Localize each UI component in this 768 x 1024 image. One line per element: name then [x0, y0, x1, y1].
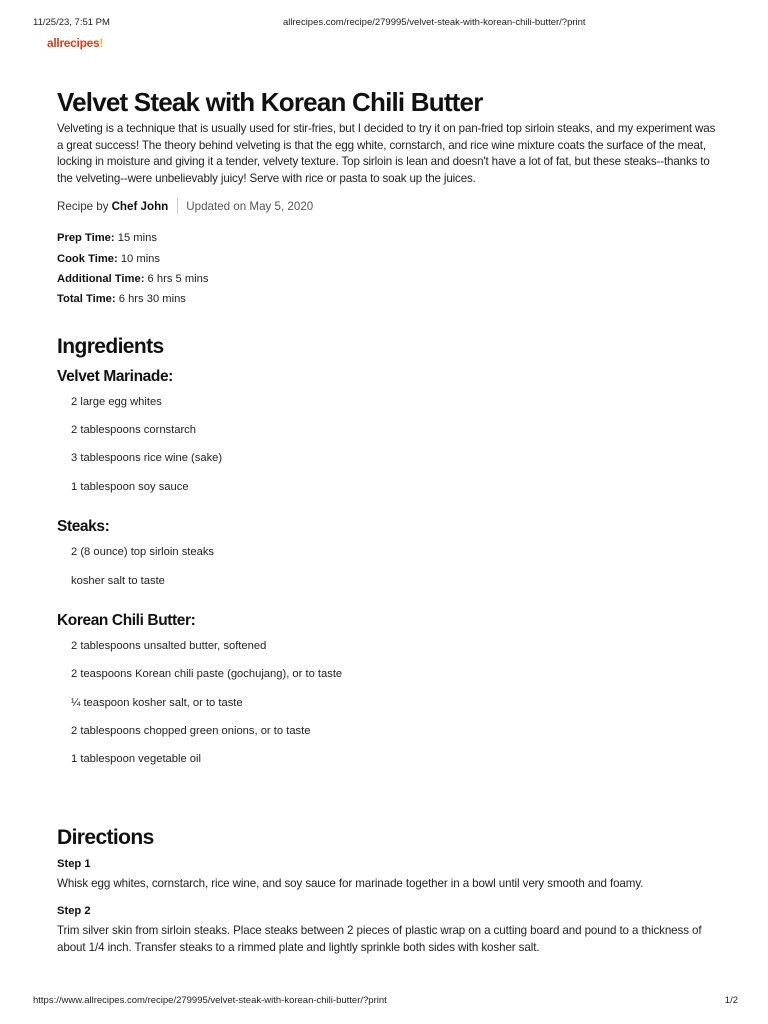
footer-url: https://www.allrecipes.com/recipe/279995/velvet-steak-with-korean-chili-butter/?print [33, 995, 387, 1006]
print-footer [33, 995, 738, 1007]
logo-text: allrecipes [47, 36, 100, 50]
time-row-prep [57, 228, 717, 248]
recipe-times [57, 228, 717, 309]
byline-divider [177, 198, 178, 214]
directions-heading: Directions [57, 825, 154, 849]
ingredient-group-title: Steaks: [57, 518, 110, 536]
print-header [33, 17, 738, 31]
time-row-cook [57, 249, 717, 269]
time-value: 10 mins [120, 252, 161, 265]
time-value: 6 hrs 5 mins [147, 272, 209, 285]
recipe-content [57, 86, 717, 956]
allrecipes-logo[interactable] [47, 36, 103, 50]
ingredient-item: 2 tablespoons chopped green onions, or to taste [71, 725, 311, 738]
recipe-title: Velvet Steak with Korean Chili Butter [57, 87, 483, 117]
time-label: Prep Time: [57, 232, 115, 245]
ingredient-item: 1 tablespoon vegetable oil [71, 753, 202, 766]
byline-prefix: Recipe by [57, 199, 109, 213]
ingredient-item: 1 tablespoon soy sauce [71, 480, 189, 493]
ingredient-item: 2 tablespoons cornstarch [71, 423, 197, 436]
time-value: 6 hrs 30 mins [118, 293, 186, 306]
ingredient-item: 2 tablespoons unsalted butter, softened [71, 639, 267, 652]
print-datetime: 11/25/23, 7:51 PM [33, 17, 110, 28]
time-value: 15 mins [117, 232, 157, 245]
ingredient-item: 3 tablespoons rice wine (sake) [71, 452, 223, 465]
ingredient-list [71, 545, 717, 602]
updated-date: Updated on May 5, 2020 [186, 199, 314, 213]
step-text: Trim silver skin from sirloin steaks. Place steaks between 2 pieces of plastic wrap on a cutting board and pound to a thickness of about 1/4 inch. Transfer steaks to a rimmed plate and lightly sprinkle both sides with kosher salt. [57, 923, 702, 954]
step-label: Step 1 [57, 857, 91, 870]
ingredient-item: ¼ teaspoon kosher salt, or to taste [71, 696, 243, 709]
ingredient-list [71, 639, 717, 781]
step-label: Step 2 [57, 904, 91, 917]
logo-mark-icon: ! [99, 36, 104, 50]
time-label: Additional Time: [57, 272, 145, 285]
ingredient-group-title: Korean Chili Butter: [57, 611, 196, 629]
time-row-additional [57, 269, 717, 289]
ingredient-list [71, 395, 717, 509]
byline [57, 197, 717, 215]
time-row-total [57, 289, 717, 309]
page-number: 1/2 [724, 995, 738, 1006]
time-label: Total Time: [57, 293, 116, 306]
step-text: Whisk egg whites, cornstarch, rice wine, and soy sauce for marinade together in a bowl until very smooth and foamy. [57, 876, 644, 890]
time-label: Cook Time: [57, 252, 118, 265]
ingredient-item: 2 (8 ounce) top sirloin steaks [71, 546, 215, 559]
recipe-description: Velveting is a technique that is usually used for stir-fries, but I decided to try it on pan-fried top sirloin steaks, and my experiment was a great success! The theory behind velveting is that the egg white, cornstarch, and rice wine mixture coats the surface of the meat, locking in moisture and giving it a tender, velvety texture. Top sirloin is lean and doesn't have a lot of fat, but these steaks--thanks to the velveting--were unbelievably juicy! Serve with rice or pasta to soak up the juices. [57, 122, 716, 185]
print-url: allrecipes.com/recipe/279995/velvet-steak-with-korean-chili-butter/?print [283, 17, 586, 28]
author-link[interactable]: Chef John [111, 199, 169, 213]
ingredient-item: 2 teaspoons Korean chili paste (gochujang), or to taste [71, 668, 343, 681]
ingredient-item: kosher salt to taste [71, 574, 165, 587]
ingredient-item: 2 large egg whites [71, 395, 162, 408]
ingredient-group-title: Velvet Marinade: [57, 367, 173, 385]
ingredients-heading: Ingredients [57, 334, 164, 358]
